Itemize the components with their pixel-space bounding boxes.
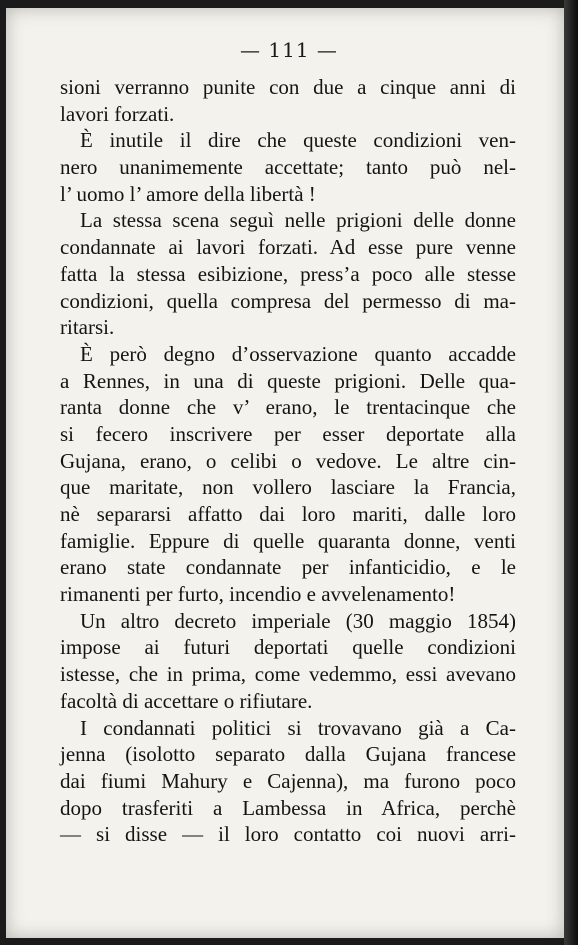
text-line: jenna (isolotto separato dalla Gujana francese (60, 742, 516, 767)
text-line: Un altro decreto imperiale (30 maggio 1854) (80, 608, 516, 633)
text-line: rimanenti per furto, incendio e avvelenamento! (60, 582, 456, 607)
text-line: ranta donne che v’ erano, le trentacinque che (60, 395, 516, 420)
text-line: istesse, che in prima, come vedemmo, essi avevano (60, 662, 516, 687)
book-spine (564, 0, 578, 945)
text-line: sioni verranno punite con due a cinque anni di (60, 75, 516, 99)
text-line: I condannati politici si trovavano già a Ca- (80, 715, 516, 740)
text-line: lavori forzati. (60, 101, 175, 126)
text-line: ritarsi. (60, 315, 115, 340)
text-line: si fecero inscrivere per esser deportate alla (60, 421, 516, 446)
text-line: — si disse — il loro contatto coi nuovi arri- (60, 822, 516, 847)
text-line: È inutile il dire che queste condizioni ven- (80, 128, 516, 153)
text-line: nero unanimemente accettate; tanto può nel- (60, 155, 516, 180)
text-line: fatta la stessa esibizione, press’a poco alle stesse (60, 261, 516, 286)
text-line: a Rennes, in una di queste prigioni. Delle qua- (60, 368, 516, 393)
text-line: dai fiumi Mahury e Cajenna), ma furono poco (60, 768, 516, 793)
text-line: famiglie. Eppure di quelle quaranta donne, venti (60, 528, 516, 553)
text-line: condizioni, quella compresa del permesso di ma- (60, 288, 516, 313)
text-line: facoltà di accettare o rifiutare. (60, 688, 313, 713)
text-line: La stessa scena seguì nelle prigioni delle donne (80, 208, 516, 233)
text-line: erano state condannate per infanticidio, e le (60, 555, 516, 580)
text-line: nè separarsi affatto dai loro mariti, dalle loro (60, 502, 516, 526)
text-line: condannate ai lavori forzati. Ad esse pure venne (60, 235, 516, 260)
body-text (60, 74, 516, 848)
text-line: dopo trasferiti a Lambessa in Africa, perchè (60, 795, 516, 820)
text-line: È però degno d’osservazione quanto accadde (80, 341, 516, 366)
text-line: l’ uomo l’ amore della libertà ! (60, 181, 316, 206)
text-line: impose ai futuri deportati quelle condizioni (60, 635, 516, 660)
text-line: Gujana, erano, o celibi o vedove. Le altre cin- (60, 448, 516, 473)
text-line: que maritate, non vollero lasciare la Francia, (60, 475, 516, 500)
page-number: — 111 — (240, 38, 338, 62)
